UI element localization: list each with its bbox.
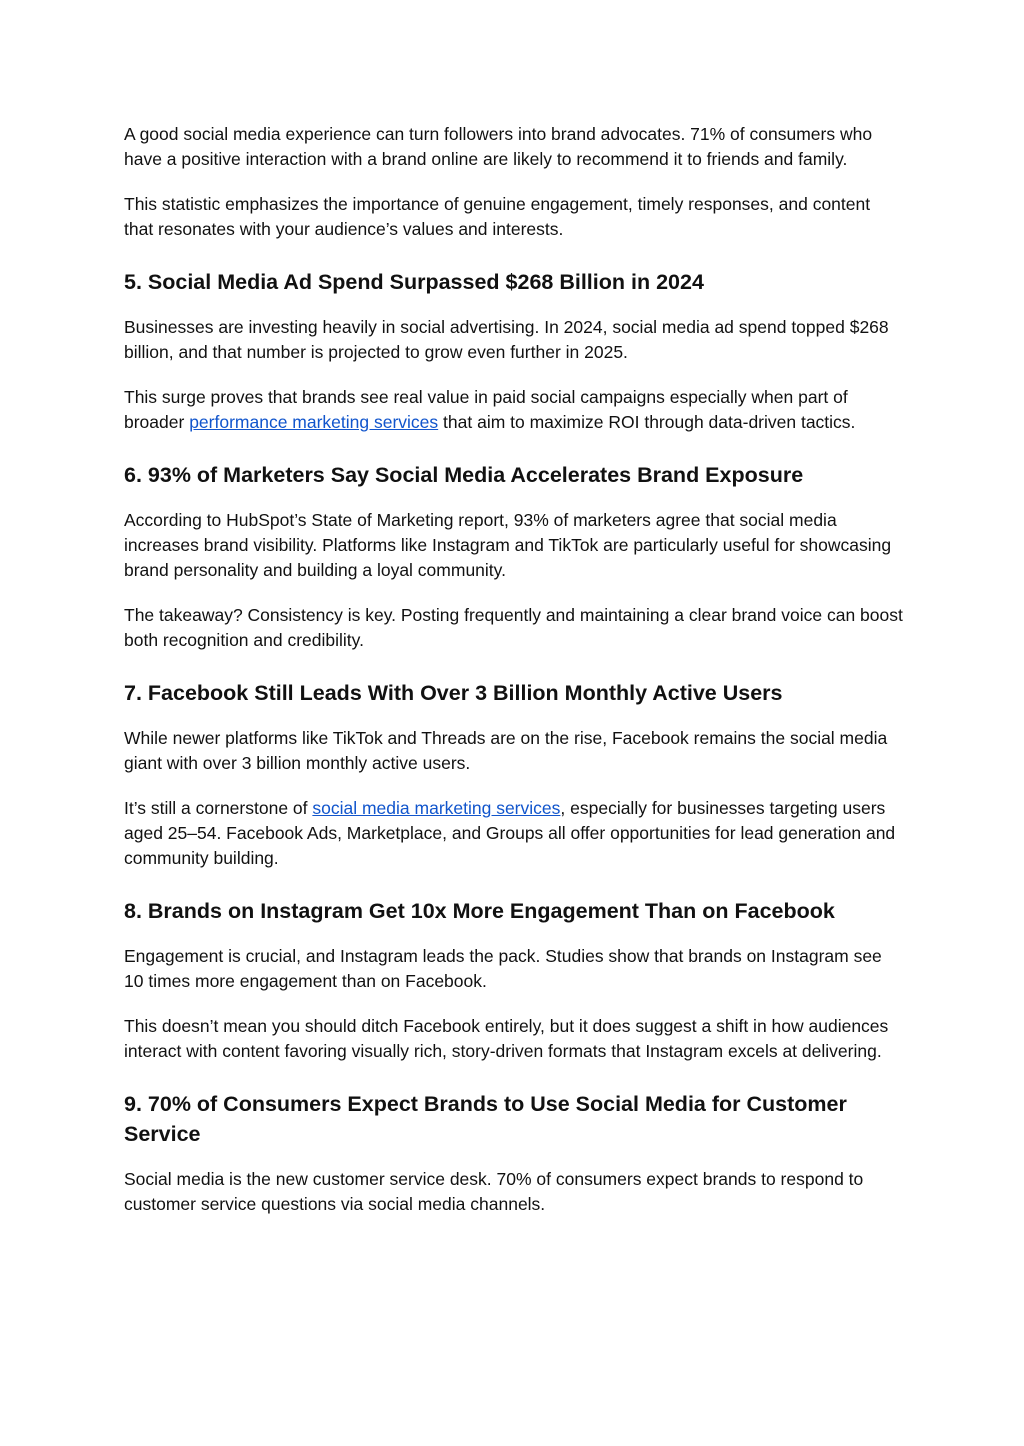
intro-paragraph-1: A good social media experience can turn followers into brand advocates. 71% of consumers who have a positive interaction with a brand online are likely to recommend it to friends and family. [124, 124, 873, 169]
section-8-paragraph-2: This doesn’t mean you should ditch Facebook entirely, but it does suggest a shift in how audiences interact with content favoring visually rich, story-driven formats that Instagram excels at delivering. [124, 1016, 889, 1061]
section-7-heading: 7. Facebook Still Leads With Over 3 Billion Monthly Active Users [124, 681, 783, 705]
section-5-paragraph-2 [124, 385, 904, 435]
section-5-heading: 5. Social Media Ad Spend Surpassed $268 Billion in 2024 [124, 270, 704, 294]
intro-paragraph-2: This statistic emphasizes the importance of genuine engagement, timely responses, and content that resonates with your audience’s values and interests. [124, 194, 871, 239]
section-5-paragraph-2-text-before: This surge proves that brands see real value in paid social campaigns especially when part of broader [124, 387, 848, 432]
section-5-paragraph-2-text-after: that aim to maximize ROI through data-driven tactics. [438, 412, 856, 432]
performance-marketing-link[interactable]: performance marketing services [189, 412, 439, 432]
section-9-paragraph-1: Social media is the new customer service desk. 70% of consumers expect brands to respond to customer service questions via social media channels. [124, 1169, 864, 1214]
section-8-paragraph-1: Engagement is crucial, and Instagram leads the pack. Studies show that brands on Instagram see 10 times more engagement than on Facebook. [124, 946, 882, 991]
section-6-paragraph-2: The takeaway? Consistency is key. Posting frequently and maintaining a clear brand voice can boost both recognition and credibility. [124, 605, 903, 650]
section-7-paragraph-2-text-before: It’s still a cornerstone of [124, 798, 313, 818]
section-9-heading: 9. 70% of Consumers Expect Brands to Use Social Media for Customer Service [124, 1092, 847, 1146]
social-media-marketing-link[interactable]: social media marketing services [312, 798, 561, 818]
section-5-paragraph-1: Businesses are investing heavily in social advertising. In 2024, social media ad spend topped $268 billion, and that number is projected to grow even further in 2025. [124, 317, 889, 362]
section-7-paragraph-1: While newer platforms like TikTok and Threads are on the rise, Facebook remains the social media giant with over 3 billion monthly active users. [124, 728, 888, 773]
section-7-paragraph-2-text-after: , especially for businesses targeting users aged 25–54. Facebook Ads, Marketplace, and Groups all offer opportunities for lead generation and community building. [124, 798, 896, 868]
section-6-paragraph-1: According to HubSpot’s State of Marketing report, 93% of marketers agree that social media increases brand visibility. Platforms like Instagram and TikTok are particularly useful for showcasing brand personality and building a loyal community. [124, 510, 892, 580]
section-6-heading: 6. 93% of Marketers Say Social Media Accelerates Brand Exposure [124, 463, 804, 487]
document-page [124, 122, 904, 1217]
section-7-paragraph-2 [124, 796, 904, 871]
section-8-heading: 8. Brands on Instagram Get 10x More Engagement Than on Facebook [124, 899, 835, 923]
